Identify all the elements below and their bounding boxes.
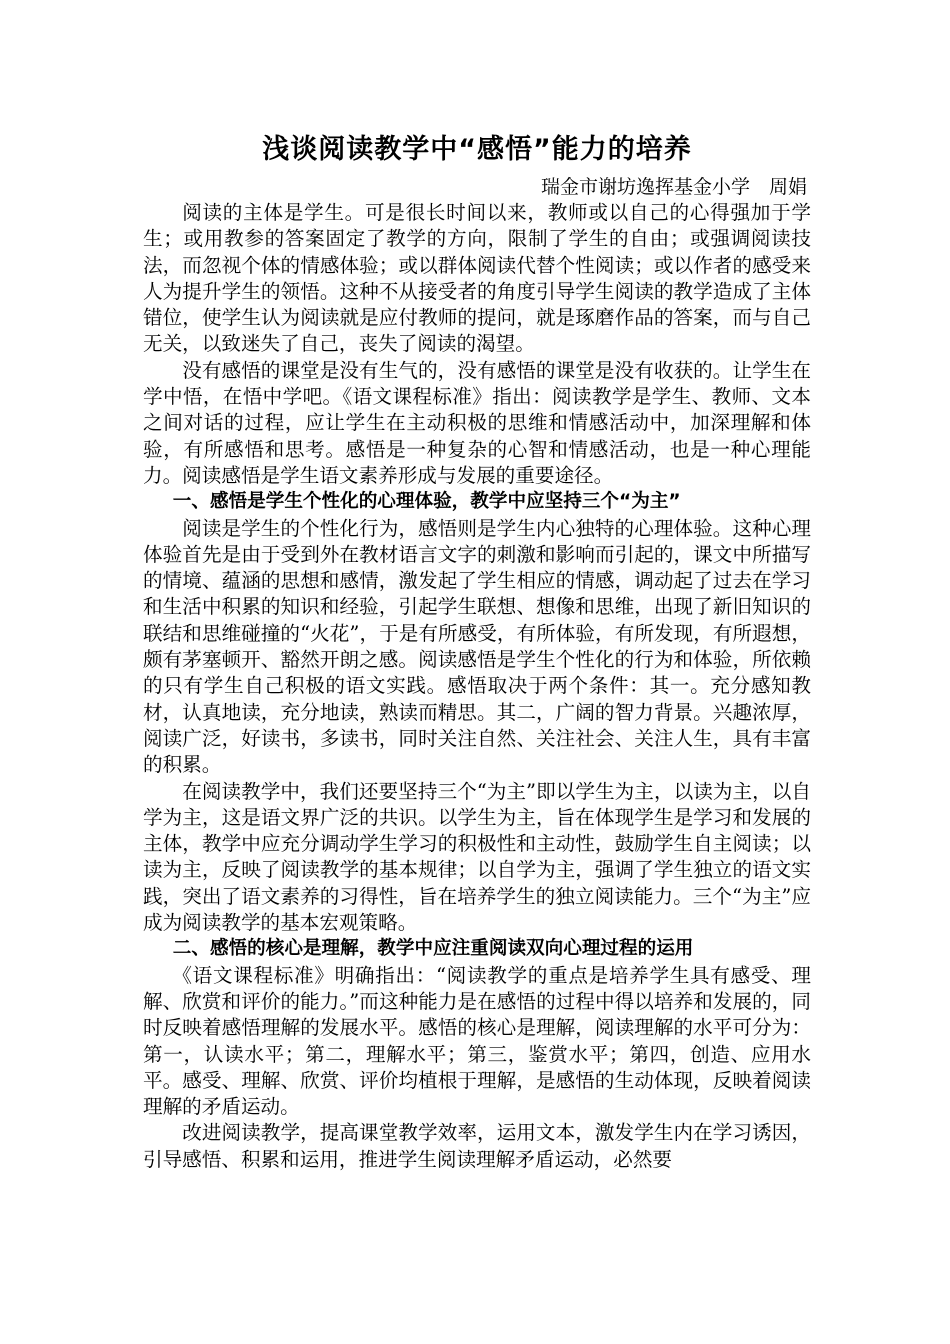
author-byline: 瑞金市谢坊逸挥基金小学 周娟 [540, 176, 807, 198]
section2-paragraph-2: 改进阅读教学，提高课堂教学效率，运用文本，激发学生内在学习诱因，引导感悟、积累和运用，推进学生阅读理解矛盾运动，必然要 [143, 1121, 811, 1171]
document-page [143, 128, 811, 1173]
section-heading-1: 一、感悟是学生个性化的心理体验，教学中应坚持三个“为主” [172, 491, 681, 513]
document-title: 浅谈阅读教学中“感悟”能力的培养 [262, 134, 692, 165]
section-heading-2: 二、感悟的核心是理解，教学中应注重阅读双向心理过程的运用 [172, 938, 694, 960]
section1-paragraph-1: 阅读是学生的个性化行为，感悟则是学生内心独特的心理体验。这种心理体验首先是由于受到外在教材语言文字的刺激和影响而引起的，课文中所描写的情境、蕴涵的思想和感情，激发起了学生相应的情感，调动起了过去在学习和生活中积累的知识和经验，引起学生联想、想像和思维，出现了新旧知识的联结和思维碰撞的“火花”，于是有所感受，有所体验，有所发现，有所遐想，颇有茅塞顿开、豁然开朗之感。阅读感悟是学生个性化的行为和体验，所依赖的只有学生自己积极的语文实践。感悟取决于两个条件：其一。充分感知教材，认真地读，充分地读，熟读而精思。其二，广阔的智力背景。兴趣浓厚，阅读广泛，好读书，多读书，同时关注自然、关注社会、关注人生，具有丰富的积累。 [143, 516, 811, 777]
section1-paragraph-2: 在阅读教学中，我们还要坚持三个“为主”即以学生为主，以读为主，以自学为主，这是语文界广泛的共识。以学生为主，旨在体现学生是学习和发展的主体，教学中应充分调动学生学习的积极性和主动性，鼓励学生自主阅读；以读为主，反映了阅读教学的基本规律；以自学为主，强调了学生独立的语文实践，突出了语文素养的习得性，旨在培养学生的独立阅读能力。三个“为主”应成为阅读教学的基本宏观策略。 [143, 779, 811, 935]
intro-paragraph-1: 阅读的主体是学生。可是很长时间以来，教师或以自己的心得强加于学生；或用教参的答案固定了教学的方向，限制了学生的自由；或强调阅读技法，而忽视个体的情感体验；或以群体阅读代替个性阅读；或以作者的感受来人为提升学生的领悟。这种不从接受者的角度引导学生阅读的教学造成了主体错位，使学生认为阅读就是应付教师的提问，就是琢磨作品的答案，而与自己无关，以致迷失了自己，丧失了阅读的渴望。 [143, 201, 811, 356]
section2-paragraph-1: 《语文课程标准》明确指出：“阅读教学的重点是培养学生具有感受、理解、欣赏和评价的能力。”而这种能力是在感悟的过程中得以培养和发展的，同时反映着感悟理解的发展水平。感悟的核心是理解，阅读理解的水平可分为：第一，认读水平；第二，理解水平；第三，鉴赏水平；第四，创造、应用水平。感受、理解、欣赏、评价均植根于理解，是感悟的生动体现，反映着阅读理解的矛盾运动。 [143, 963, 811, 1119]
intro-paragraph-2: 没有感悟的课堂是没有生气的，没有感悟的课堂是没有收获的。让学生在学中悟，在悟中学吧。《语文课程标准》指出：阅读教学是学生、教师、文本之间对话的过程，应让学生在主动积极的思维和情感活动中，加深理解和体验，有所感悟和思考。感悟是一种复杂的心智和情感活动，也是一种心理能力。阅读感悟是学生语文素养形成与发展的重要途径。 [143, 358, 811, 487]
